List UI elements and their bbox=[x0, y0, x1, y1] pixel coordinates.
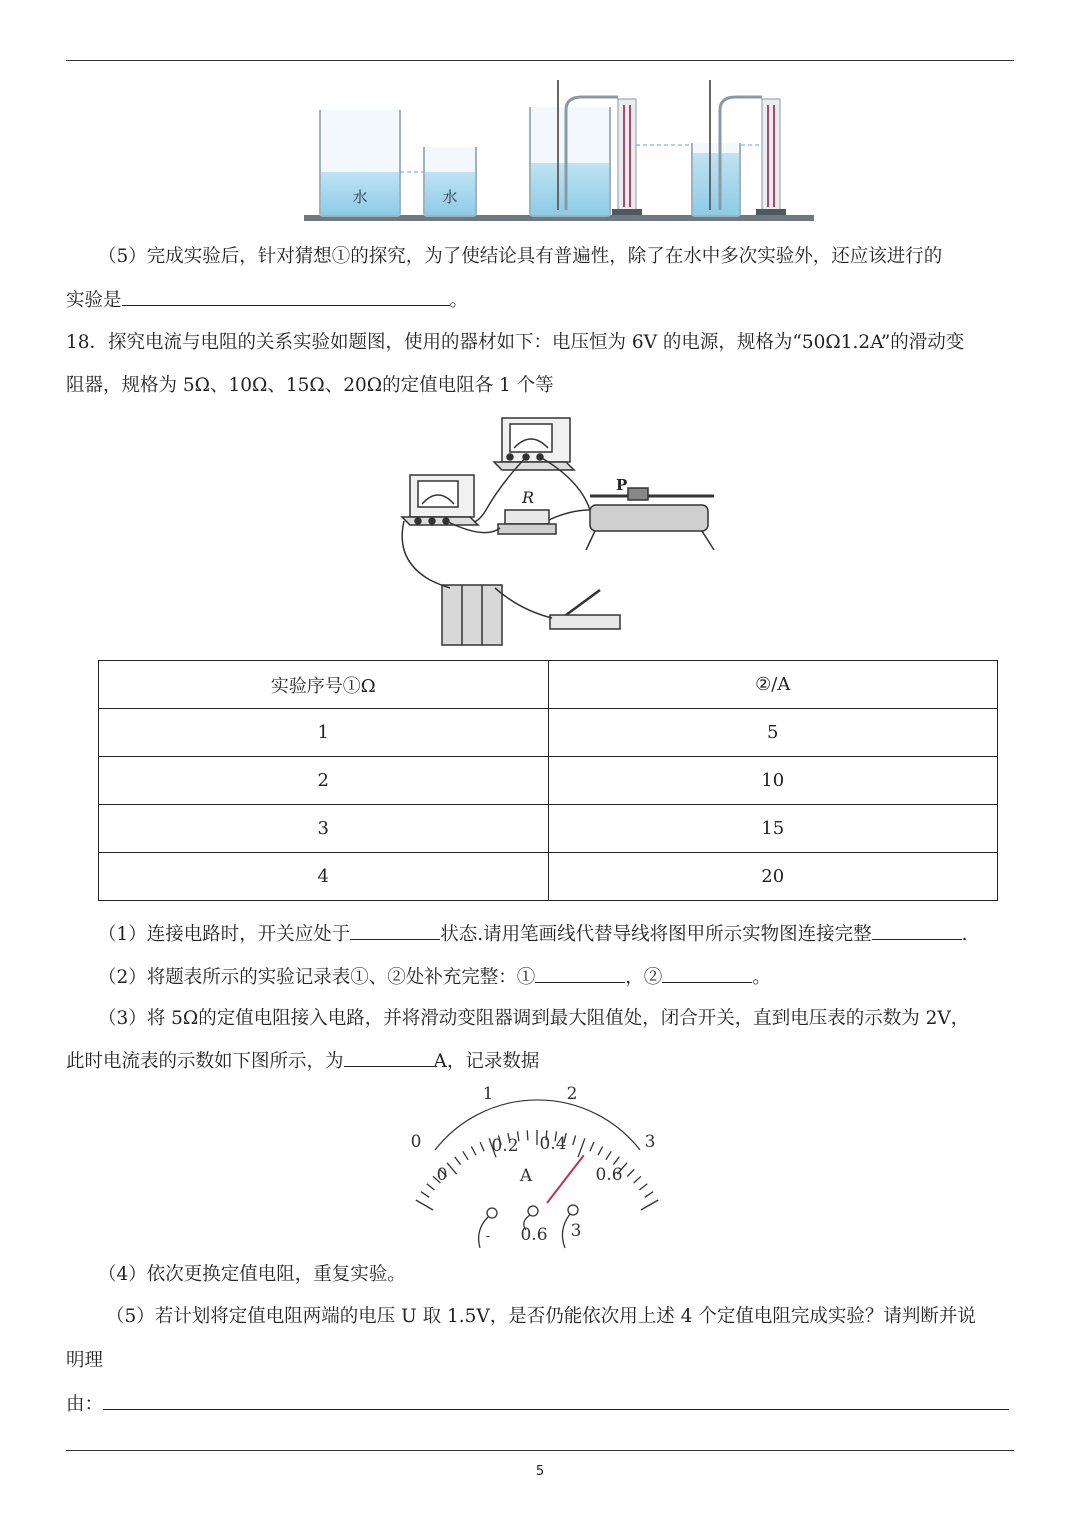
q18-sub5-line1: （5）若计划将定值电阻两端的电压 U 取 1.5V，是否仍能依次用上述 4 个定值电阻完成实验？请判断并说 bbox=[106, 1306, 976, 1327]
table-row bbox=[99, 757, 998, 805]
table-row bbox=[99, 709, 998, 757]
q18-sub5-line3 bbox=[66, 1391, 1009, 1418]
answer-blank-reason[interactable] bbox=[103, 1391, 1009, 1410]
answer-blank-wiring[interactable] bbox=[872, 921, 962, 940]
q18-sub1-suffix: . bbox=[961, 924, 968, 945]
q18-sub3-prefix: 此时电流表的示数如下图所示，为 bbox=[66, 1051, 344, 1072]
inner-scale-0: 0 bbox=[436, 1165, 448, 1185]
pressure-experiment-figure bbox=[300, 75, 820, 225]
table-header-cell: 实验序号①Ω bbox=[99, 661, 549, 709]
dial-tick bbox=[573, 1135, 576, 1145]
q18-sub5-line2: 明理 bbox=[66, 1350, 104, 1371]
q18-sub2-prefix: （2）将题表所示的实验记录表①、②处补充完整：① bbox=[98, 967, 536, 988]
battery-pack bbox=[442, 585, 502, 645]
answer-blank-q17-5[interactable] bbox=[122, 287, 450, 306]
q18-sub1 bbox=[98, 921, 968, 948]
table-header-row bbox=[99, 661, 998, 709]
manometer-setup-shallow bbox=[636, 80, 786, 216]
outer-scale-2: 2 bbox=[566, 1084, 578, 1104]
dial-tick bbox=[447, 1163, 457, 1174]
manometer-setup-deep bbox=[530, 80, 642, 216]
q18-stem-line2: 阻器，规格为 5Ω、10Ω、15Ω、20Ω的定值电阻各 1 个等 bbox=[66, 375, 554, 396]
dial-tick bbox=[613, 1157, 619, 1165]
q17-5-line2 bbox=[66, 287, 468, 314]
dial-tick bbox=[455, 1157, 461, 1165]
beaker-right bbox=[424, 147, 476, 216]
fixed-resistor bbox=[498, 510, 556, 534]
dial-tick bbox=[590, 1142, 594, 1151]
answer-blank-header-1[interactable] bbox=[535, 964, 625, 983]
voltmeter bbox=[494, 418, 574, 470]
q17-5-line1: （5）完成实验后，针对猜想①的探究，为了使结论具有普遍性，除了在水中多次实验外，还应该进行的 bbox=[98, 246, 943, 267]
table-cell: 3 bbox=[99, 805, 549, 853]
dial-tick bbox=[627, 1169, 634, 1176]
dial-tick bbox=[463, 1151, 468, 1160]
q18-sub3-line1: （3）将 5Ω的定值电阻接入电路，并将滑动变阻器调到最大阻值处，闭合开关，直到电压表的示数为 2V， bbox=[98, 1008, 970, 1029]
knife-switch bbox=[550, 590, 620, 629]
dial-tick bbox=[634, 1176, 641, 1183]
resistor-label: R bbox=[522, 488, 535, 507]
header-rule bbox=[66, 60, 1014, 61]
dial-tick bbox=[416, 1200, 433, 1210]
q18-sub2-middle: ，② bbox=[625, 967, 663, 988]
data-record-table bbox=[98, 660, 998, 901]
footer-rule bbox=[66, 1450, 1014, 1451]
table-cell: 15 bbox=[548, 805, 998, 853]
ammeter-apparatus bbox=[402, 475, 478, 525]
outer-scale-0: 0 bbox=[410, 1132, 422, 1152]
slider-label: P bbox=[616, 476, 628, 494]
table-cell: 20 bbox=[548, 853, 998, 901]
dial-tick bbox=[598, 1146, 603, 1155]
q18-sub4: （4）依次更换定值电阻，重复实验。 bbox=[98, 1264, 406, 1285]
inner-scale-3: 0.6 bbox=[595, 1165, 623, 1185]
q18-sub5-prefix: 由： bbox=[66, 1394, 104, 1415]
inner-scale-2: 0.4 bbox=[539, 1134, 567, 1154]
table-cell: 4 bbox=[99, 853, 549, 901]
q18-sub3-suffix: A，记录数据 bbox=[433, 1051, 540, 1072]
inner-scale-1: 0.2 bbox=[491, 1136, 519, 1156]
q18-stem-line1: 18．探究电流与电阻的关系实验如题图，使用的器材如下：电压恒为 6V 的电源，规格为“50Ω1.2A”的滑动变 bbox=[66, 332, 965, 353]
beaker-left-label: 水 bbox=[352, 188, 368, 206]
q18-sub2-suffix: 。 bbox=[752, 967, 771, 988]
table-cell: 5 bbox=[548, 709, 998, 757]
dial-tick bbox=[471, 1146, 476, 1155]
table-row bbox=[99, 853, 998, 901]
q17-5-prefix: 实验是 bbox=[66, 290, 122, 311]
terminal-minus-label: - bbox=[485, 1229, 491, 1244]
answer-blank-current[interactable] bbox=[344, 1048, 434, 1067]
ammeter-needle bbox=[547, 1155, 584, 1203]
ammeter-dial-figure bbox=[400, 1080, 670, 1252]
dial-tick bbox=[578, 1138, 585, 1157]
answer-blank-switch-state[interactable] bbox=[350, 921, 440, 940]
q18-sub1-prefix: （1）连接电路时，开关应处于 bbox=[98, 924, 351, 945]
table-cell: 10 bbox=[548, 757, 998, 805]
q18-sub3-line2 bbox=[66, 1048, 539, 1075]
table-header-cell: ②/A bbox=[548, 661, 998, 709]
terminal-0.6-label: 0.6 bbox=[520, 1225, 548, 1245]
terminal-3-label: 3 bbox=[570, 1221, 582, 1241]
outer-scale-3: 3 bbox=[644, 1132, 656, 1152]
beaker-left bbox=[320, 110, 426, 216]
dial-tick bbox=[639, 1184, 647, 1190]
dial-tick bbox=[427, 1184, 435, 1190]
outer-scale-1: 1 bbox=[482, 1084, 494, 1104]
table-cell: 1 bbox=[99, 709, 549, 757]
q18-sub1-middle: 状态.请用笔画线代替导线将图甲所示实物图连接完整 bbox=[440, 924, 872, 945]
rheostat bbox=[586, 488, 714, 550]
q17-5-suffix: 。 bbox=[449, 290, 469, 311]
unit-label: A bbox=[519, 1166, 533, 1186]
dial-tick bbox=[527, 1130, 528, 1140]
dial-tick bbox=[645, 1192, 653, 1198]
page-number: 5 bbox=[535, 1464, 545, 1479]
beaker-right-label: 水 bbox=[442, 188, 458, 206]
table-cell: 2 bbox=[99, 757, 549, 805]
dial-tick bbox=[421, 1192, 429, 1198]
q18-sub2 bbox=[98, 964, 771, 991]
dial-tick bbox=[480, 1142, 484, 1151]
answer-blank-header-2[interactable] bbox=[662, 964, 752, 983]
table-row bbox=[99, 805, 998, 853]
circuit-apparatus-figure bbox=[390, 410, 730, 655]
dial-tick bbox=[606, 1151, 611, 1160]
dial-tick bbox=[641, 1200, 658, 1210]
